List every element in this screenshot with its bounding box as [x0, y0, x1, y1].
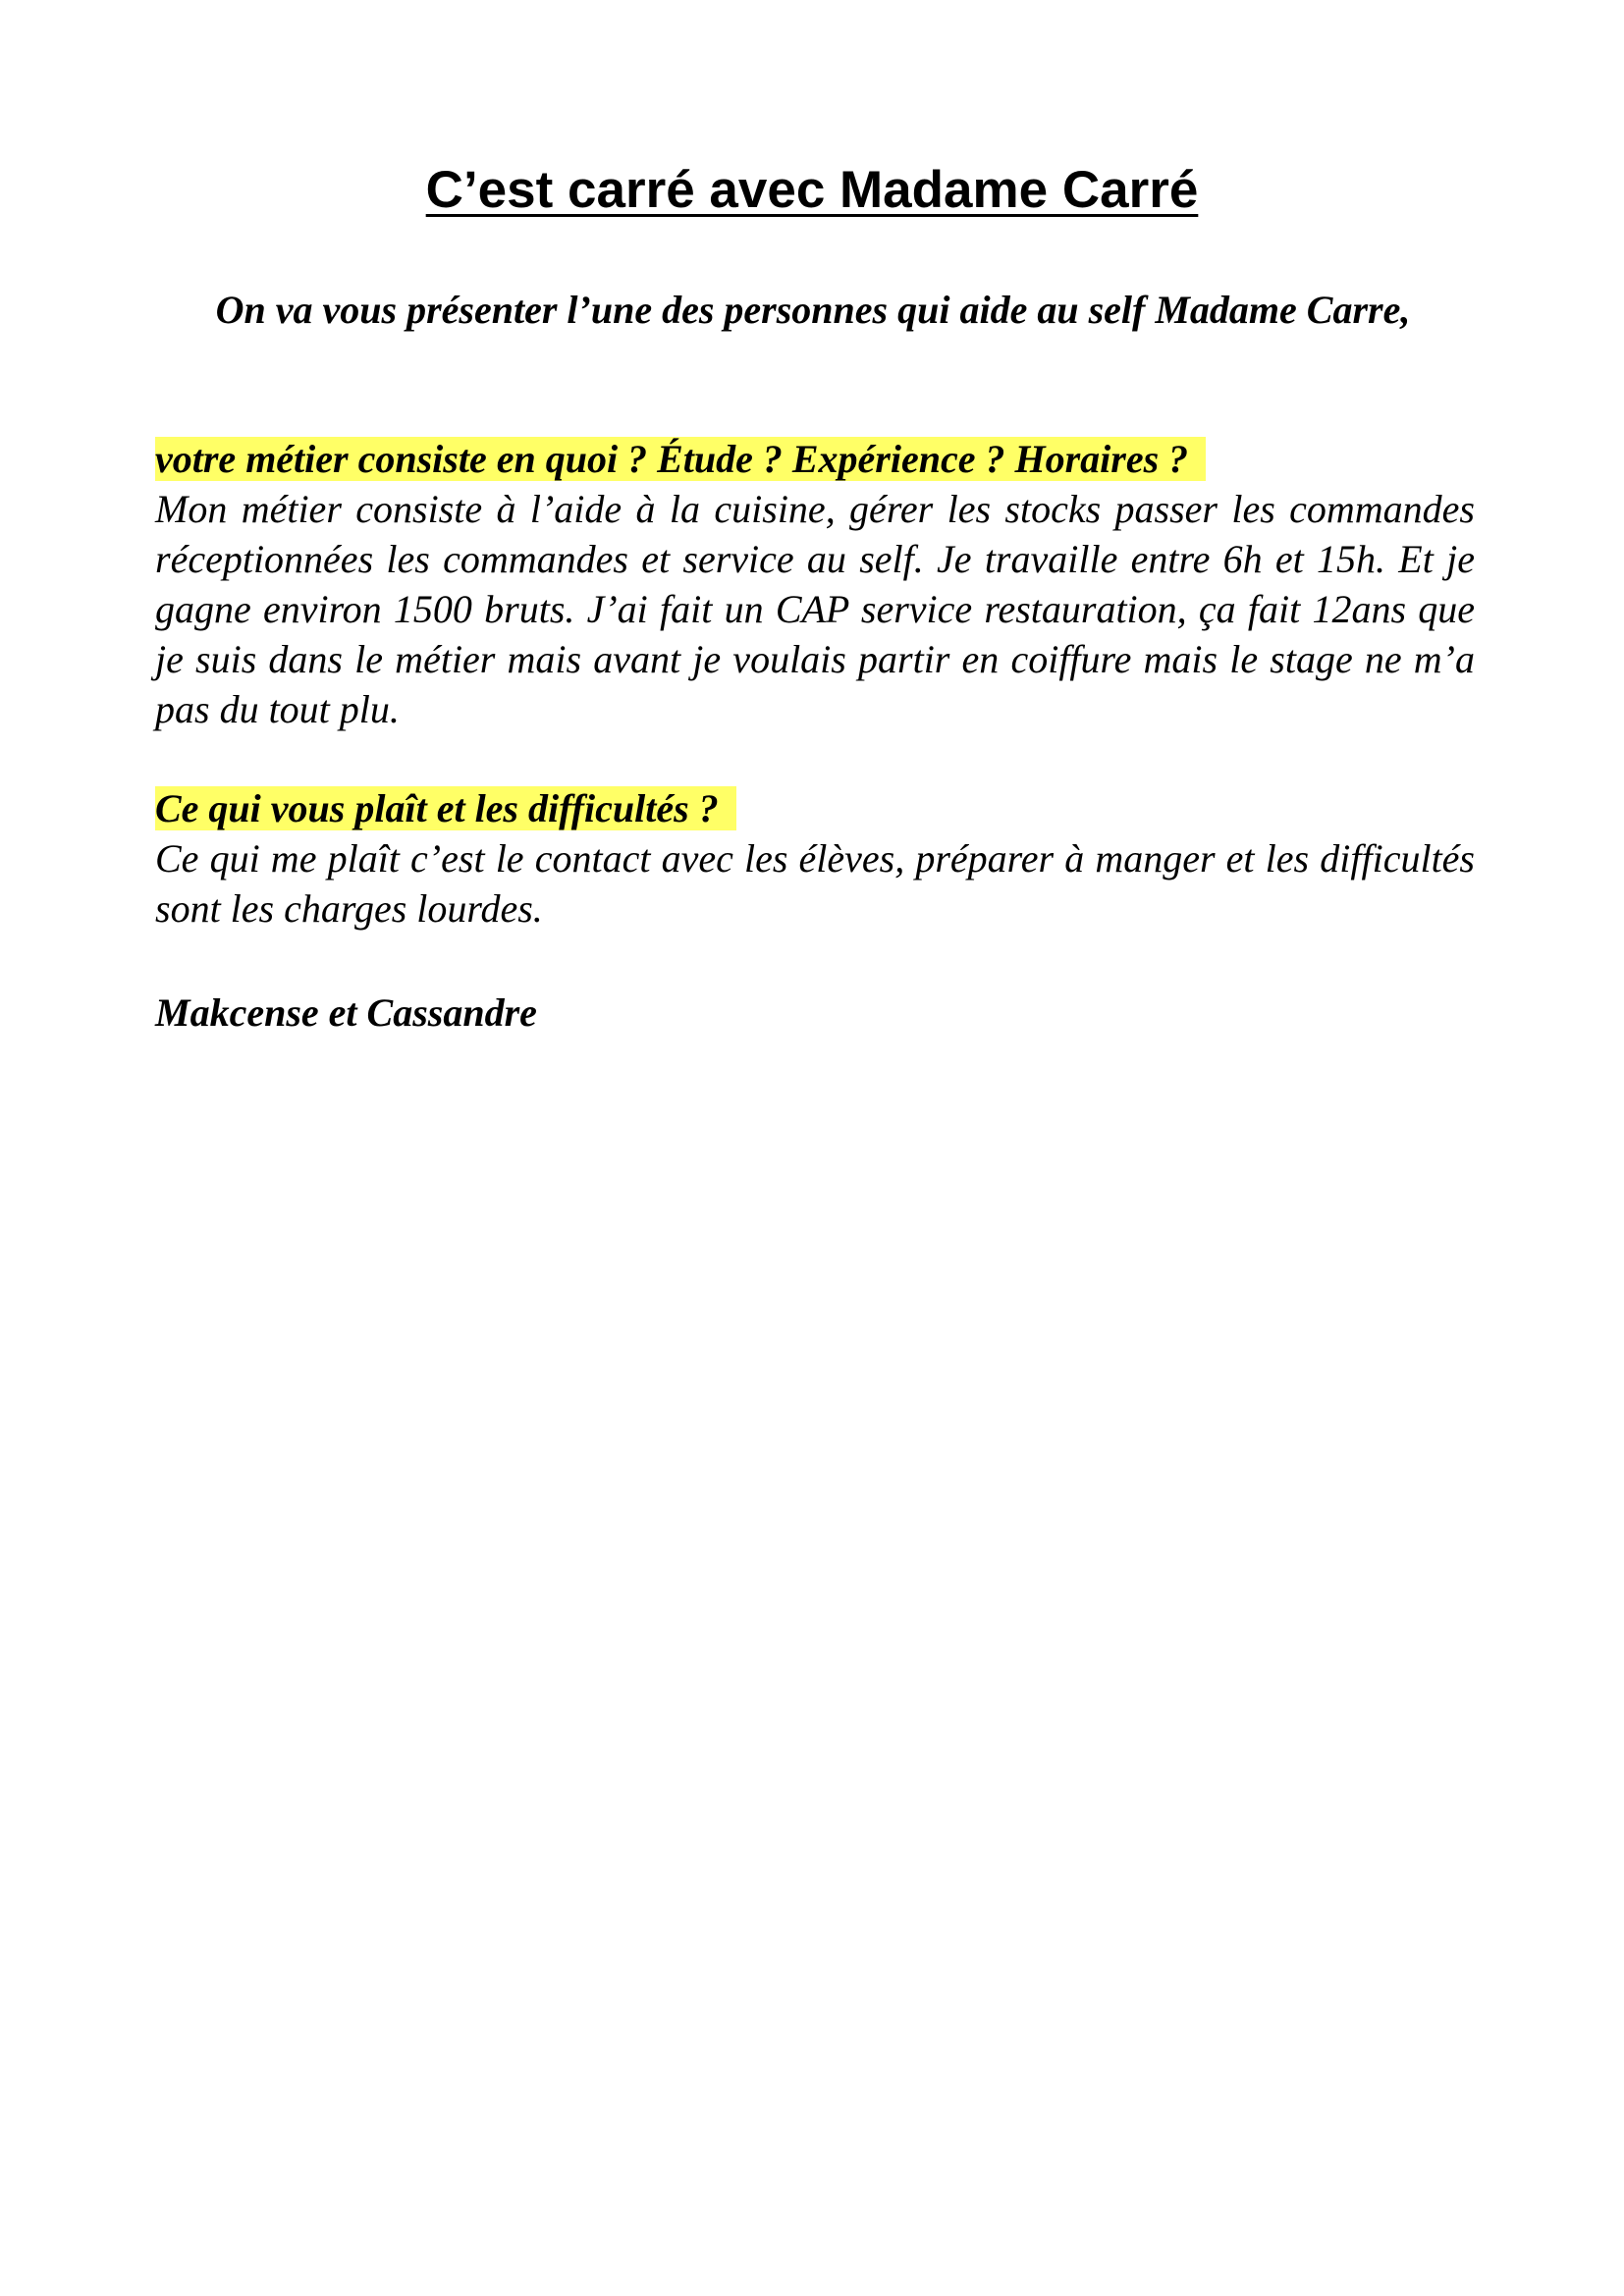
question-heading [155, 434, 1475, 484]
answer-paragraph: Ce qui me plaît c’est le contact avec les élèves, préparer à manger et les difficultés sont les charges lourdes. [155, 836, 1475, 931]
intro-paragraph: On va vous présenter l’une des personnes qui aide au self Madame Carre, [215, 288, 1411, 332]
highlighted-question: Ce qui vous plaît et les difficultés ? [155, 786, 736, 830]
signature: Makcense et Cassandre [155, 990, 537, 1035]
question-heading [155, 783, 1475, 833]
page-title-text: C’est carré avec Madame Carré [425, 161, 1199, 219]
interview-section-1 [155, 434, 1475, 734]
page-title [0, 159, 1624, 222]
highlighted-question: votre métier consiste en quoi ? Étude ? Expérience ? Horaires ? [155, 437, 1206, 481]
interview-section-2 [155, 783, 1475, 934]
answer-paragraph: Mon métier consiste à l’aide à la cuisine, gérer les stocks passer les commandes réceptionnées les commandes et service au self. Je travaille entre 6h et 15h. Et je gagne environ 1500 bruts. J’ai fait un CAP service restauration, ça fait 12ans que je suis dans le métier mais avant je voulais partir en coiffure mais le stage ne m’a pas du tout plu. [155, 487, 1475, 731]
